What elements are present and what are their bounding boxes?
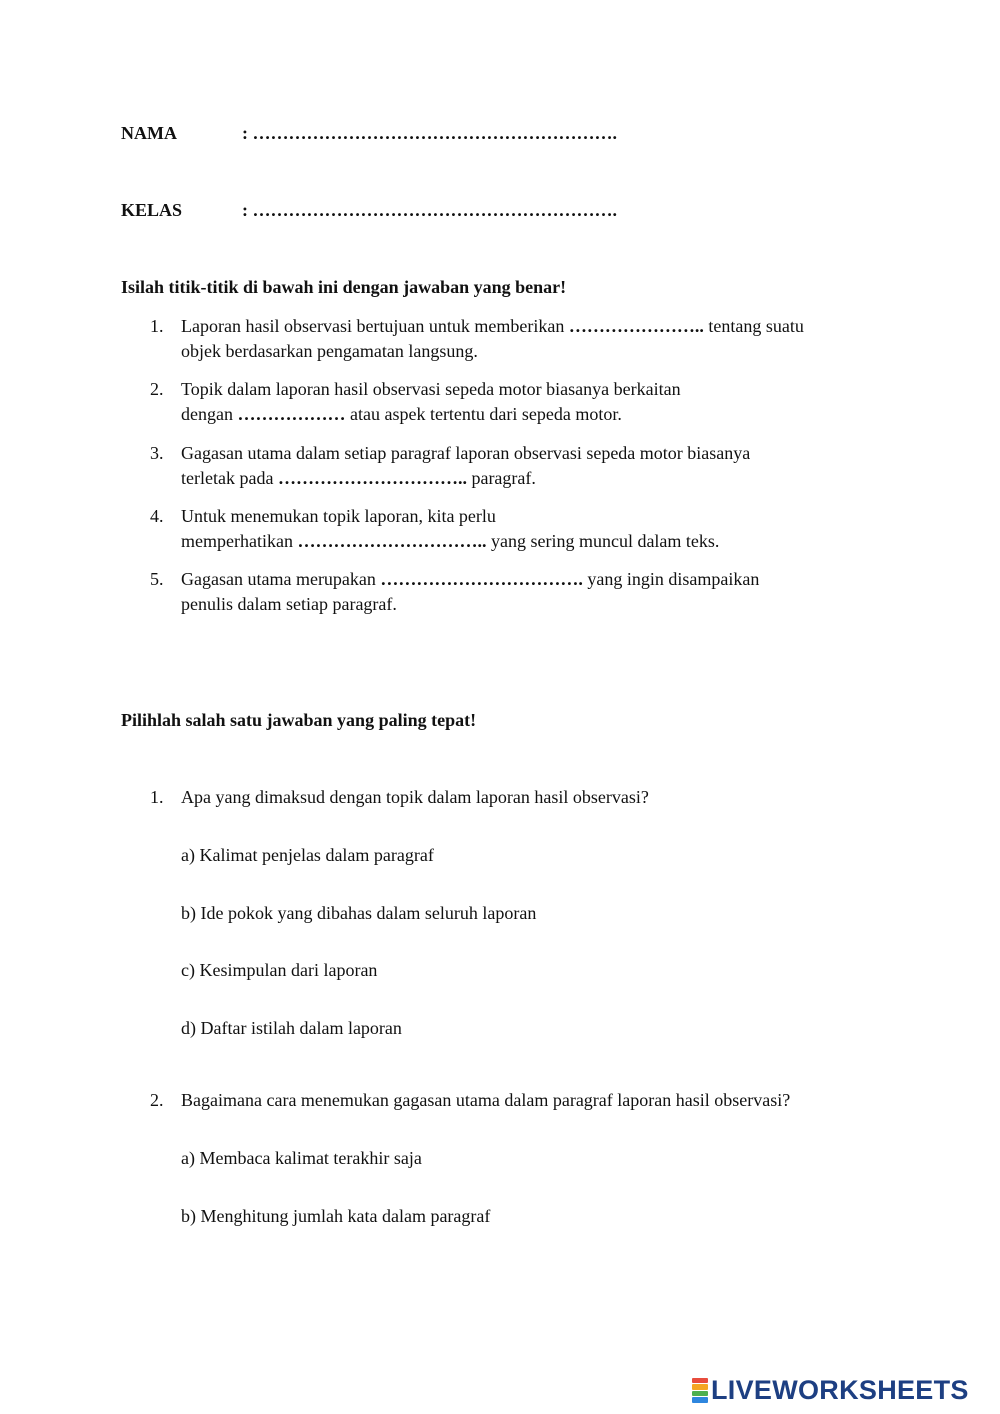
s2-q2-option-b[interactable]: b) Menghitung jumlah kata dalam paragraf [181,1206,491,1226]
s1-item-5-text-b: yang ingin disampaikan [582,569,760,589]
s1-item-2-text-a: dengan [181,404,238,424]
liveworksheets-logo [692,1376,969,1404]
s1-item-3-text-b: paragraf. [466,468,536,488]
logo-block-l [692,1378,708,1384]
s2-question-2-text: Bagaimana cara menemukan gagasan utama dalam paragraf laporan hasil observasi? [181,1090,791,1110]
s2-q1-option-b[interactable]: b) Ide pokok yang dibahas dalam seluruh laporan [181,903,537,923]
s1-item-2-line1: Topik dalam laporan hasil observasi sepeda motor biasanya berkaitan [181,379,681,399]
s1-item-2-line2 [181,404,622,425]
logo-block-i [692,1384,708,1390]
section1-title: Isilah titik-titik di bawah ini dengan jawaban yang benar! [121,277,567,297]
liveworksheets-logo-icon [692,1377,708,1403]
nama-label: NAMA [121,123,177,143]
s2-q1-option-a[interactable]: a) Kalimat penjelas dalam paragraf [181,845,434,865]
s2-question-2-number: 2. [150,1090,164,1110]
s1-item-2-blank[interactable]: ……………… [237,404,346,424]
s1-item-2-number: 2. [150,379,164,399]
s1-item-3-text-a: terletak pada [181,468,278,488]
s2-q2-option-a[interactable]: a) Membaca kalimat terakhir saja [181,1148,422,1168]
s1-item-4-text-a: memperhatikan [181,531,298,551]
s1-item-2-text-b: atau aspek tertentu dari sepeda motor. [345,404,622,424]
s1-item-1-line1 [181,316,804,337]
s1-item-5-number: 5. [150,569,164,589]
s1-item-1-text-a: Laporan hasil observasi bertujuan untuk memberikan [181,316,569,336]
logo-text: LIVEWORKSHEETS [711,1374,969,1405]
logo-block-e [692,1397,708,1403]
s1-item-5-line1 [181,569,759,590]
s1-item-4-blank[interactable]: ………………………….. [297,531,487,551]
s1-item-3-blank[interactable]: ………………………….. [277,468,467,488]
s1-item-5-blank[interactable]: ……………………………. [380,569,583,589]
s2-q1-option-d[interactable]: d) Daftar istilah dalam laporan [181,1018,402,1038]
logo-block-v [692,1391,708,1397]
s1-item-1-text-b: tentang suatu [703,316,804,336]
s1-item-4-line1: Untuk menemukan topik laporan, kita perlu [181,506,496,526]
s1-item-3-line1: Gagasan utama dalam setiap paragraf laporan observasi sepeda motor biasanya [181,443,751,463]
s1-item-3-line2 [181,468,536,489]
kelas-field[interactable]: : ……………………………………………………. [242,200,617,220]
s1-item-4-text-b: yang sering muncul dalam teks. [486,531,720,551]
s1-item-1-blank[interactable]: ………………….. [568,316,704,336]
s2-q1-option-c[interactable]: c) Kesimpulan dari laporan [181,960,378,980]
kelas-label: KELAS [121,200,183,220]
s2-question-1-text: Apa yang dimaksud dengan topik dalam laporan hasil observasi? [181,787,649,807]
section2-title: Pilihlah salah satu jawaban yang paling tepat! [121,710,477,730]
s1-item-5-text-a: Gagasan utama merupakan [181,569,381,589]
s1-item-3-number: 3. [150,443,164,463]
s1-item-5-line2: penulis dalam setiap paragraf. [181,594,397,614]
s1-item-4-number: 4. [150,506,164,526]
s1-item-1-number: 1. [150,316,164,336]
s1-item-1-line2: objek berdasarkan pengamatan langsung. [181,341,478,361]
nama-field[interactable]: : ……………………………………………………. [242,123,617,143]
s1-item-4-line2 [181,531,719,552]
s2-question-1-number: 1. [150,787,164,807]
